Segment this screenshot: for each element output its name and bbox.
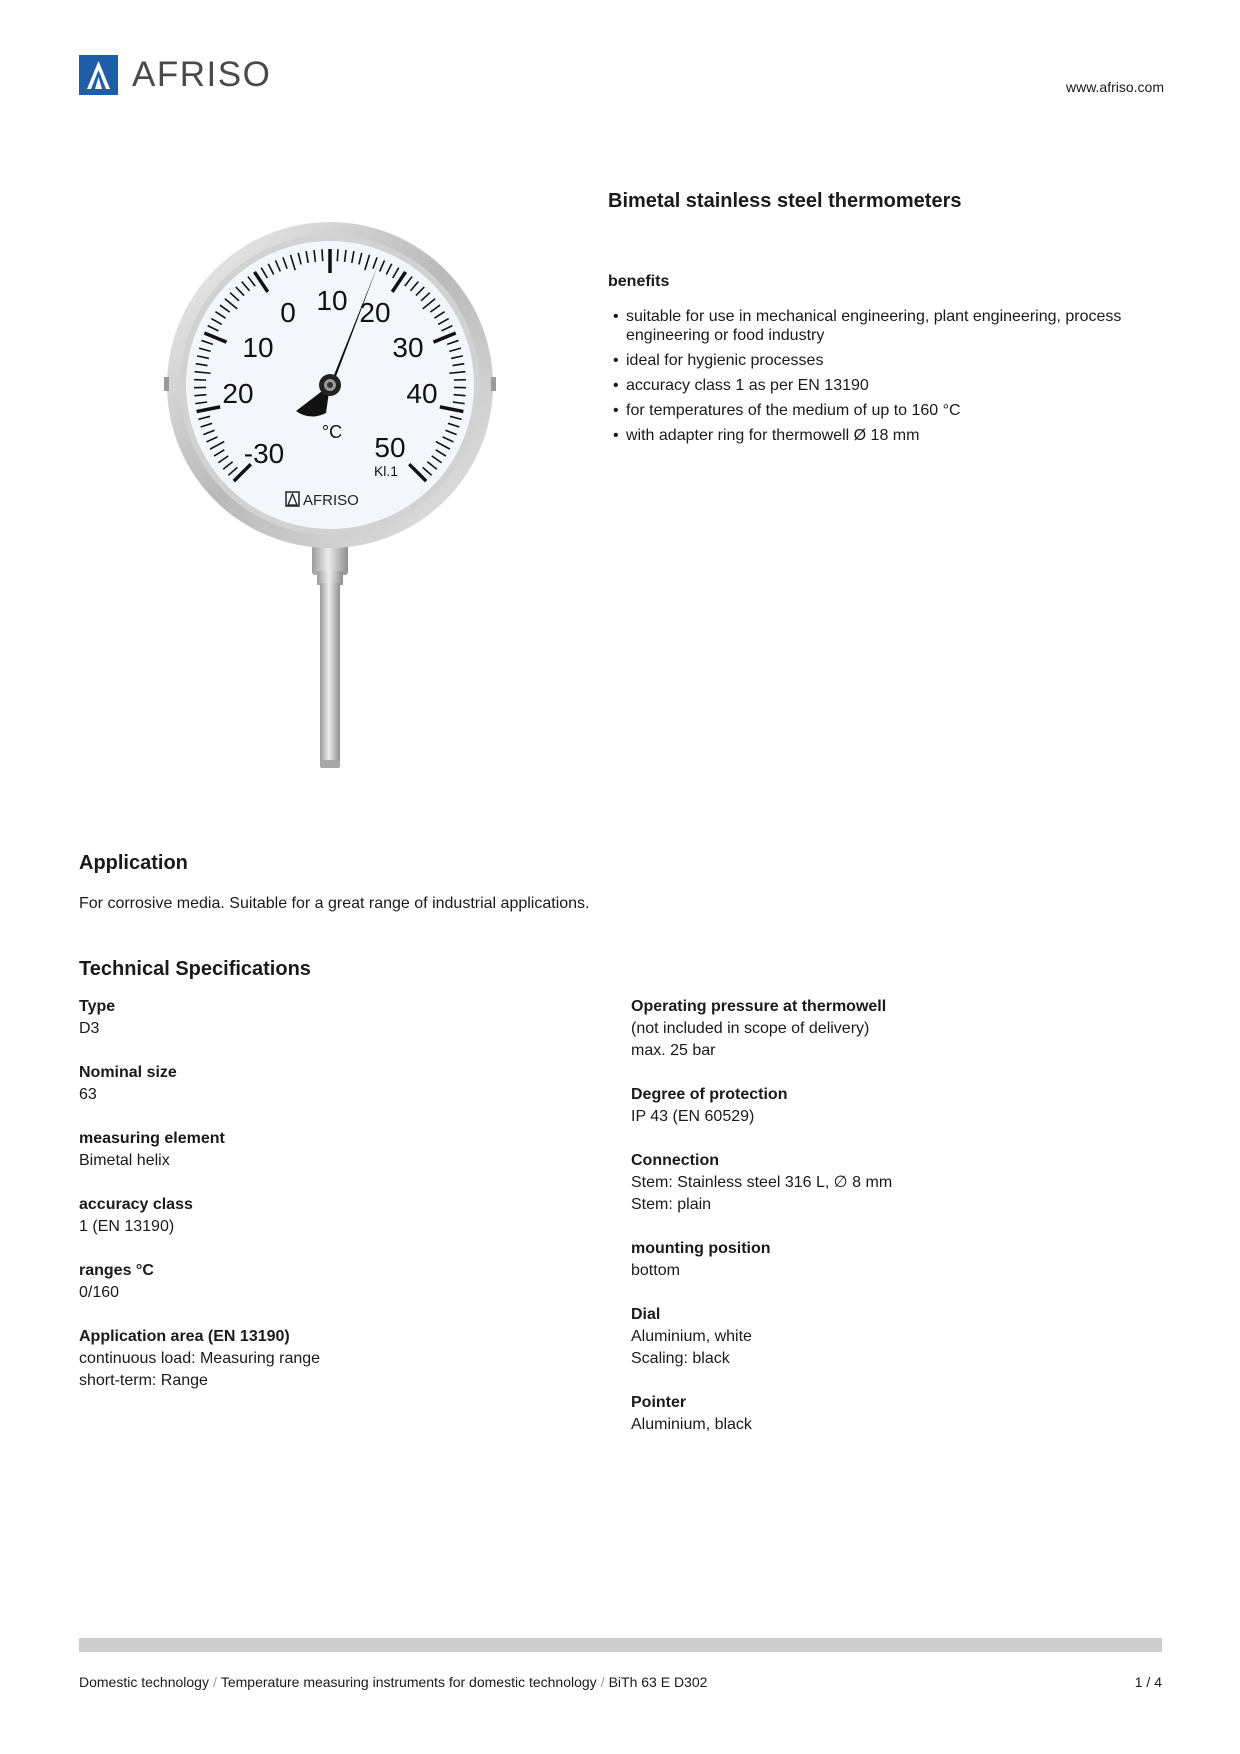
dial-label: 30	[392, 332, 424, 363]
breadcrumb	[79, 1674, 707, 1690]
dial-label: 0	[280, 297, 296, 328]
product-summary	[608, 190, 1168, 451]
dial-unit: °C	[321, 422, 343, 442]
spec-type: Type D3	[79, 998, 116, 1037]
spec-measuring-element: measuring element Bimetal helix	[79, 1130, 225, 1169]
application-text: For corrosive media. Suitable for a great range of industrial applications.	[79, 895, 590, 912]
dial-label: 20	[222, 378, 254, 409]
specs-right-column	[631, 996, 1131, 1458]
dial-tick	[337, 249, 338, 261]
spec-mounting-position: mounting position bottom	[631, 1240, 771, 1279]
specs-heading: Technical Specifications	[79, 958, 311, 980]
spec-ranges: ranges °C 0/160	[79, 1262, 154, 1301]
breadcrumb-separator: /	[212, 1674, 217, 1690]
site-url-link[interactable]: www.afriso.com	[1065, 79, 1164, 95]
dial-label: 40	[406, 378, 438, 409]
specs-heading-block	[79, 958, 311, 981]
page-footer	[79, 1674, 1162, 1690]
dial-tick	[194, 395, 206, 396]
breadcrumb-separator: /	[600, 1674, 605, 1690]
spec-nominal-size: Nominal size 63	[79, 1064, 177, 1103]
application-heading: Application	[79, 852, 188, 874]
spec-pointer: Pointer Aluminium, black	[631, 1394, 752, 1433]
breadcrumb-item[interactable]: Temperature measuring instruments for domestic technology	[220, 1674, 597, 1690]
spec-degree-of-protection: Degree of protection IP 43 (EN 60529)	[631, 1086, 788, 1125]
dial-label: 10	[316, 285, 348, 316]
benefits-list	[608, 307, 1168, 445]
brand-logo	[79, 55, 271, 95]
list-item: • accuracy class 1 as per EN 13190	[608, 376, 1168, 395]
document-title: Bimetal stainless steel thermometers	[608, 190, 962, 212]
thermometer-image	[160, 215, 500, 775]
list-item: • ideal for hygienic processes	[608, 351, 1168, 370]
dial-tick	[322, 249, 323, 261]
dial-label: 50	[374, 432, 406, 463]
brand-name: AFRISO	[132, 55, 272, 94]
list-item: • suitable for use in mechanical engineering, plant engineering, process engineering or food industry	[608, 307, 1168, 345]
spec-operating-pressure: Operating pressure at thermowell (not included in scope of delivery) max. 25 bar	[631, 998, 887, 1059]
specs-left-column	[79, 996, 579, 1414]
breadcrumb-item[interactable]: Domestic technology	[79, 1674, 209, 1690]
dial-label: 20	[359, 297, 391, 328]
afriso-logo-icon	[79, 55, 118, 95]
dial-class-mark: Kl.1	[373, 463, 399, 479]
breadcrumb-item: BiTh 63 E D302	[608, 1674, 708, 1690]
spec-application-area: Application area (EN 13190) continuous load: Measuring range short-term: Range	[79, 1328, 321, 1389]
list-item: • for temperatures of the medium of up to 160 °C	[608, 401, 1168, 420]
benefits-heading: benefits	[608, 273, 670, 290]
dial-label: 10	[242, 332, 274, 363]
spec-dial: Dial Aluminium, white Scaling: black	[631, 1306, 752, 1367]
spec-accuracy-class: accuracy class 1 (EN 13190)	[79, 1196, 193, 1235]
svg-text:AFRISO: AFRISO	[303, 492, 359, 509]
application-section	[79, 852, 589, 913]
page-number: 1 / 4	[1134, 1674, 1162, 1690]
spec-connection: Connection Stem: Stainless steel 316 L, ∅ 8 mm Stem: plain	[631, 1152, 893, 1213]
dial-tick	[454, 395, 466, 396]
footer-divider	[79, 1638, 1162, 1652]
dial-label: -30	[243, 438, 285, 469]
list-item: • with adapter ring for thermowell Ø 18 mm	[608, 426, 1168, 445]
